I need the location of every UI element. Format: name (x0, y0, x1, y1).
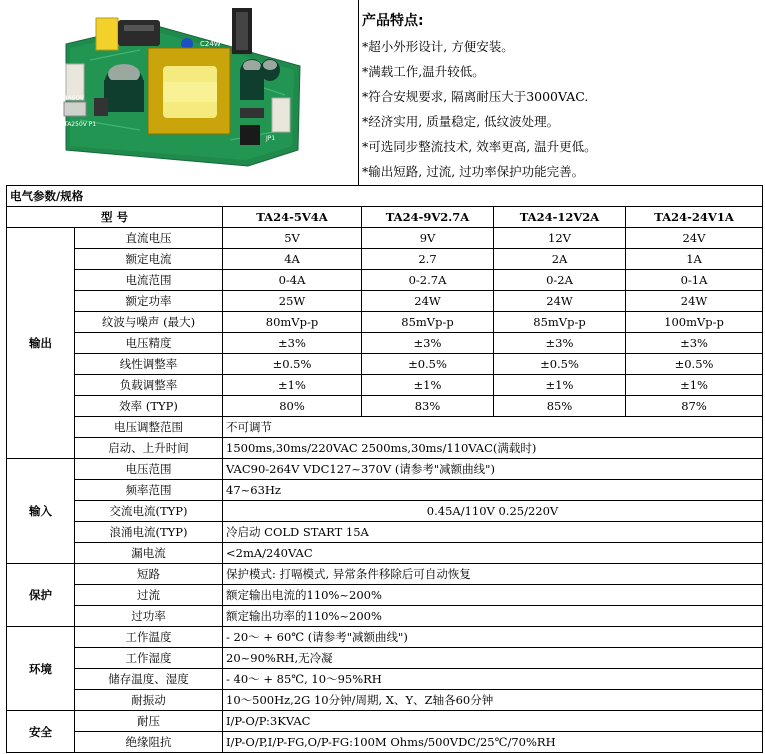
param-value: 保护模式: 打嗝模式, 异常条件移除后可自动恢复 (223, 564, 763, 585)
param-value: 24W (362, 291, 494, 312)
param-value: 0-2.7A (362, 270, 494, 291)
param-label: 过功率 (75, 606, 223, 627)
param-value: 12V (494, 228, 626, 249)
table-row (7, 711, 763, 732)
param-value: 85% (494, 396, 626, 417)
table-row (7, 564, 763, 585)
param-value: - 40～ + 85℃, 10～95%RH (223, 669, 763, 690)
table-row (7, 648, 763, 669)
param-value: 4A (223, 249, 362, 270)
param-value: ±0.5% (223, 354, 362, 375)
param-value: VAC90-264V VDC127~370V (请参考"减额曲线") (223, 459, 763, 480)
table-row (7, 417, 763, 438)
param-label: 纹波与噪声 (最大) (75, 312, 223, 333)
param-label: 储存温度、湿度 (75, 669, 223, 690)
param-value: ±1% (626, 375, 763, 396)
param-value: 47~63Hz (223, 480, 763, 501)
table-row (7, 228, 763, 249)
table-row (7, 543, 763, 564)
param-value: 25W (223, 291, 362, 312)
param-label: 浪涌电流(TYP) (75, 522, 223, 543)
pcb-fuse-label: T4ASOV (60, 95, 85, 102)
param-value: ±0.5% (494, 354, 626, 375)
param-label: 线性调整率 (75, 354, 223, 375)
table-row (7, 333, 763, 354)
param-value: 80mVp-p (223, 312, 362, 333)
table-row (7, 270, 763, 291)
param-label: 额定功率 (75, 291, 223, 312)
features-title: 产品特点: (362, 13, 424, 29)
table-row (7, 438, 763, 459)
section-output: 输出 (7, 228, 75, 459)
param-label: 电压调整范围 (75, 417, 223, 438)
param-label: 频率范围 (75, 480, 223, 501)
param-value: 100mVp-p (626, 312, 763, 333)
param-value: - 20～ + 60℃ (请参考"减额曲线") (223, 627, 763, 648)
param-label: 效率 (TYP) (75, 396, 223, 417)
param-value: 10～500Hz,2G 10分钟/周期, X、Y、Z轴各60分钟 (223, 690, 763, 711)
pcb-cap-label: C24W (200, 40, 221, 48)
table-row (7, 396, 763, 417)
param-value: ±1% (362, 375, 494, 396)
param-label: 耐压 (75, 711, 223, 732)
table-row (7, 186, 763, 207)
param-value: 0-2A (494, 270, 626, 291)
param-label: 短路 (75, 564, 223, 585)
table-row (7, 732, 763, 753)
section-input: 输入 (7, 459, 75, 564)
pcb-board-label: TA250V P1 (64, 121, 97, 128)
feature-list (362, 8, 762, 184)
param-value: ±3% (362, 333, 494, 354)
product-photo (0, 0, 358, 185)
feature-item: *超小外形设计, 方便安装。 (362, 39, 514, 54)
param-value: ±1% (223, 375, 362, 396)
model-name: TA24-24V1A (626, 207, 763, 228)
model-name: TA24-12V2A (494, 207, 626, 228)
pcb-jack-label: JP1 (266, 135, 276, 142)
param-value: ±3% (626, 333, 763, 354)
table-row (7, 669, 763, 690)
param-value: ±3% (223, 333, 362, 354)
table-row (7, 291, 763, 312)
table-row (7, 585, 763, 606)
param-value: 80% (223, 396, 362, 417)
param-value: 24W (626, 291, 763, 312)
param-label: 启动、上升时间 (75, 438, 223, 459)
table-row (7, 354, 763, 375)
table-header: 电气参数/规格 (7, 186, 763, 207)
param-value: I/P-O/P:3KVAC (223, 711, 763, 732)
param-value: 2A (494, 249, 626, 270)
param-value: ±0.5% (362, 354, 494, 375)
param-value: 85mVp-p (362, 312, 494, 333)
product-header (0, 0, 765, 185)
table-row (7, 480, 763, 501)
table-row (7, 375, 763, 396)
param-label: 工作温度 (75, 627, 223, 648)
param-label: 电流范围 (75, 270, 223, 291)
param-value: 20~90%RH,无冷凝 (223, 648, 763, 669)
param-value: 冷启动 COLD START 15A (223, 522, 763, 543)
table-row (7, 249, 763, 270)
feature-item: *符合安规要求, 隔离耐压大于3000VAC. (362, 89, 589, 104)
param-label: 交流电流(TYP) (75, 501, 223, 522)
param-value: 83% (362, 396, 494, 417)
table-row (7, 207, 763, 228)
param-value: I/P-O/P,I/P-FG,O/P-FG:100M Ohms/500VDC/25℃/70%RH (223, 732, 763, 753)
model-name: TA24-9V2.7A (362, 207, 494, 228)
table-row (7, 522, 763, 543)
param-label: 直流电压 (75, 228, 223, 249)
param-value: ±0.5% (626, 354, 763, 375)
param-label: 过流 (75, 585, 223, 606)
feature-item: *满载工作,温升较低。 (362, 64, 485, 79)
param-value: 9V (362, 228, 494, 249)
table-row (7, 690, 763, 711)
param-label: 漏电流 (75, 543, 223, 564)
feature-item: *经济实用, 质量稳定, 低纹波处理。 (362, 114, 560, 129)
param-value: 1500ms,30ms/220VAC 2500ms,30ms/110VAC(满载时) (223, 438, 763, 459)
model-label: 型 号 (7, 207, 223, 228)
param-label: 耐振动 (75, 690, 223, 711)
param-value: ±1% (494, 375, 626, 396)
table-row (7, 606, 763, 627)
param-value: 2.7 (362, 249, 494, 270)
param-value: 24V (626, 228, 763, 249)
param-value: 额定输出功率的110%~200% (223, 606, 763, 627)
table-row (7, 627, 763, 648)
param-value: 5V (223, 228, 362, 249)
param-label: 负载调整率 (75, 375, 223, 396)
param-label: 电压范围 (75, 459, 223, 480)
param-value: <2mA/240VAC (223, 543, 763, 564)
table-row (7, 312, 763, 333)
param-label: 绝缘阻抗 (75, 732, 223, 753)
param-value: 85mVp-p (494, 312, 626, 333)
feature-item: *可选同步整流技术, 效率更高, 温升更低。 (362, 139, 597, 154)
table-row (7, 501, 763, 522)
param-value: 87% (626, 396, 763, 417)
param-label: 电压精度 (75, 333, 223, 354)
param-value: 0-4A (223, 270, 362, 291)
section-safety: 安全 (7, 711, 75, 753)
table-row (7, 459, 763, 480)
param-label: 额定电流 (75, 249, 223, 270)
feature-item: *输出短路, 过流, 过功率保护功能完善。 (362, 164, 585, 179)
pcb-board-image (0, 0, 358, 185)
section-environment: 环境 (7, 627, 75, 711)
param-value: 24W (494, 291, 626, 312)
param-value: 0-1A (626, 270, 763, 291)
divider (358, 0, 359, 185)
param-value: 额定输出电流的110%~200% (223, 585, 763, 606)
param-label: 工作湿度 (75, 648, 223, 669)
section-protection: 保护 (7, 564, 75, 627)
param-value: 1A (626, 249, 763, 270)
spec-table (6, 185, 763, 753)
param-value: ±3% (494, 333, 626, 354)
param-value: 不可调节 (223, 417, 763, 438)
param-value: 0.45A/110V 0.25/220V (223, 501, 763, 522)
model-name: TA24-5V4A (223, 207, 362, 228)
